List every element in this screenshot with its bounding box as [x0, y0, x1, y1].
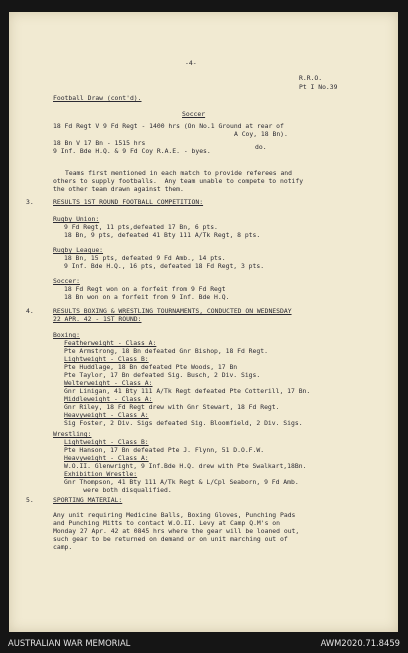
footer-accession-number: AWM2020.71.8459 [320, 638, 400, 648]
material-line: camp. [53, 543, 73, 551]
draw-line: A Coy, 18 Bn). [234, 130, 288, 138]
bout-result: Pte Taylor, 17 Bn defeated Sig. Busch, 2 Div. Sigs. [64, 371, 261, 379]
teams-note-line: others to supply footballs. Any team unable to compete to notify [53, 177, 304, 185]
draw-line: do. [255, 143, 267, 151]
reference-line-2: Pt I No.39 [299, 83, 338, 91]
weight-class-label: Featherweight - Class A: [64, 339, 157, 347]
material-line: Any unit requiring Medicine Balls, Boxing Gloves, Punching Pads [53, 511, 296, 519]
draw-line: 18 Fd Regt V 9 Fd Regt - 1400 hrs (On No.1 Ground at rear of [53, 122, 284, 130]
result-line: 9 Inf. Bde H.Q., 16 pts, defeated 18 Fd Regt, 3 pts. [64, 262, 265, 270]
wrestling-heading: Wrestling: [53, 430, 92, 438]
material-line: and Punching Mitts to contact W.O.II. Levy at Camp Q.M's on [53, 519, 281, 527]
boxing-heading: Boxing: [53, 331, 80, 339]
material-line: Monday 27 Apr. 42 at 0845 hrs where the gear will be loaned out, [53, 527, 300, 535]
bout-result: were both disqualified. [64, 486, 172, 494]
weight-class-label: Lightweight - Class B: [64, 355, 149, 363]
section-3-number: 3. [26, 198, 34, 206]
bout-result: Pte Huddlage, 18 Bn defeated Pte Woods, 17 Bn [64, 363, 238, 371]
bout-result: Gnr Riley, 18 Fd Regt drew with Gnr Stewart, 18 Fd Regt. [64, 403, 280, 411]
teams-note-line: the other team drawn against them. [53, 185, 184, 193]
section-4-heading: RESULTS BOXING & WRESTLING TOURNAMENTS, CONDUCTED ON WEDNESDAY [53, 307, 292, 315]
soccer-heading: Soccer [182, 110, 206, 118]
bout-result: Sig Foster, 2 Div. Sigs defeated Sig. Bloomfield, 2 Div. Sigs. [64, 419, 303, 427]
draw-line: 9 Inf. Bde H.Q. & 9 Fd Coy R.A.E. - byes. [53, 147, 211, 155]
result-line: 9 Fd Regt, 11 pts,defeated 17 Bn, 6 pts. [64, 223, 218, 231]
archive-footer [0, 632, 408, 653]
soccer-results-heading: Soccer: [53, 277, 80, 285]
result-line: 18 Bn, 15 pts, defeated 9 Fd Amb., 14 pts. [64, 254, 226, 262]
section-5-heading: SPORTING MATERIAL: [53, 496, 123, 504]
weight-class-label: Welterweight - Class A: [64, 379, 153, 387]
weight-class-label: Lightweight - Class B: [64, 438, 149, 446]
rugby-league-heading: Rugby League: [53, 246, 104, 254]
section-5-number: 5. [26, 496, 34, 504]
bout-result: W.O.II. Glenwright, 9 Inf.Bde H.Q. drew with Pte Swalkart,18Bn. [64, 462, 307, 470]
material-line: such gear to be returned on demand or on unit marching out of [53, 535, 288, 543]
page-number: -4- [185, 59, 197, 67]
section-4-number: 4. [26, 307, 34, 315]
bout-result: Pte Hanson, 17 Bn defeated Pte J. Flynn, 51 D.O.F.W. [64, 446, 265, 454]
result-line: 18 Bn won on a forfeit from 9 Inf. Bde H.Q. [64, 293, 230, 301]
draw-line: 18 Bn V 17 Bn - 1515 hrs [53, 139, 146, 147]
football-draw-title: Football Draw (cont'd). [53, 94, 142, 102]
weight-class-label: Heavyweight - Class A: [64, 454, 149, 462]
weight-class-label: Heavyweight - Class A: [64, 411, 149, 419]
reference-line-1: R.R.O. [299, 74, 323, 82]
section-4-subheading: 22 APR. 42 - 1ST ROUND: [53, 315, 142, 323]
weight-class-label: Exhibition Wrestle: [64, 470, 138, 478]
bout-result: Pte Armstrong, 18 Bn defeated Gnr Bishop, 18 Fd Regt. [64, 347, 268, 355]
document-page [9, 12, 398, 632]
teams-note-line: Teams first mentioned in each match to provide referees and [65, 169, 293, 177]
rugby-union-heading: Rugby Union: [53, 215, 100, 223]
result-line: 18 Bn, 9 pts, defeated 41 Bty 111 A/Tk Regt, 8 pts. [64, 231, 261, 239]
result-line: 18 Fd Regt won on a forfeit from 9 Fd Regt [64, 285, 226, 293]
footer-institution: AUSTRALIAN WAR MEMORIAL [8, 638, 131, 648]
section-3-heading: RESULTS 1ST ROUND FOOTBALL COMPETITION: [53, 198, 204, 206]
weight-class-label: Middleweight - Class A: [64, 395, 153, 403]
bout-result: Gnr Thompson, 41 Bty 111 A/Tk Regt & L/Cpl Seaborn, 9 Fd Amb. [64, 478, 299, 486]
bout-result: Gnr Linigan, 41 Bty 111 A/Tk Regt defeated Pte Cotterill, 17 Bn. [64, 387, 311, 395]
